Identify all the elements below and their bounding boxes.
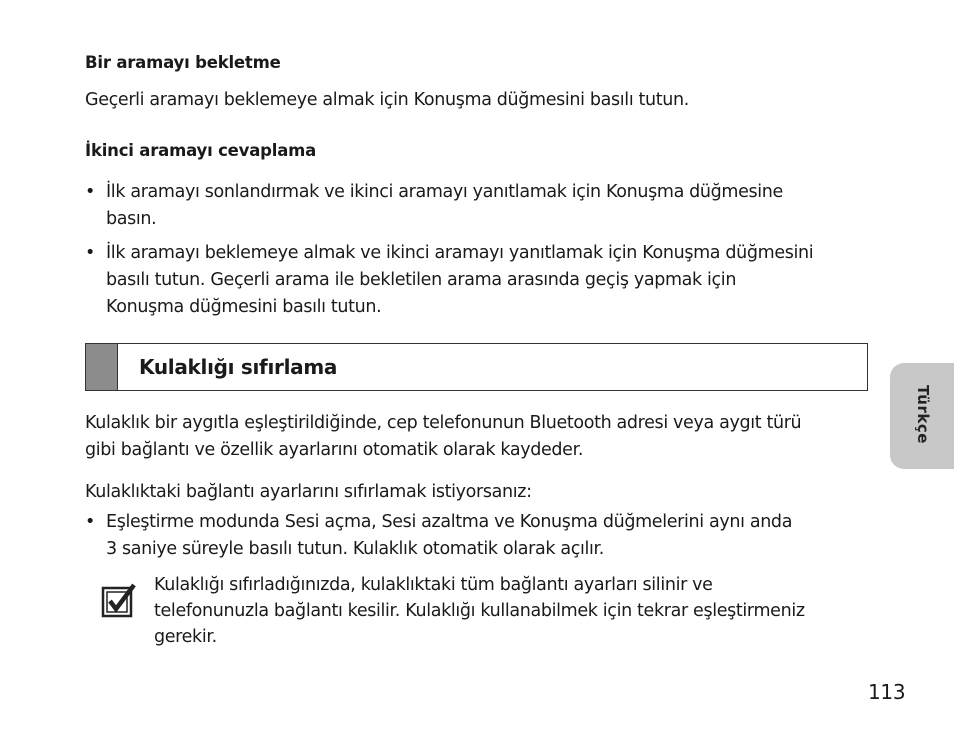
reset-intro [85,410,801,464]
section-header-block [86,344,118,390]
text-line: Kulaklık bir aygıtla eşleştirildiğinde, cep telefonunun Bluetooth adresi veya aygıt türü [85,413,802,433]
text-line: İlk aramayı beklemeye almak ve ikinci aramayı yanıtlamak için Konuşma düğmesini [106,243,814,263]
text-line: basılı tutun. Geçerli arama ile bekletilen arama arasında geçiş yapmak için [106,270,737,290]
page-number: 113 [868,680,906,704]
bullet-text [106,509,792,563]
section-header [85,343,868,391]
note-text [154,572,805,650]
text-line: gerekir. [154,627,217,647]
hold-call-text: Geçerli aramayı beklemeye almak için Konuşma düğmesini basılı tutun. [85,90,690,110]
reset-lead: Kulaklıktaki bağlantı ayarlarını sıfırlamak istiyorsanız: [85,482,532,502]
bullet-text [106,179,783,233]
bullet-text [106,240,813,321]
text-line: İlk aramayı sonlandırmak ve ikinci aramayı yanıtlamak için Konuşma düğmesine [106,182,783,202]
hold-call-heading: Bir aramayı bekletme [85,53,281,72]
text-line: 3 saniye süreyle basılı tutun. Kulaklık otomatik olarak açılır. [106,539,604,559]
checkbox-note-icon [101,583,137,619]
text-line: telefonunuzla bağlantı kesilir. Kulaklığı kullanabilmek için tekrar eşleştirmeniz [154,601,805,621]
text-line: Eşleştirme modunda Sesi açma, Sesi azaltma ve Konuşma düğmelerini aynı anda [106,512,793,532]
second-call-heading: İkinci aramayı cevaplama [85,141,317,160]
bullet-dot: • [85,243,95,263]
text-line: Konuşma düğmesini basılı tutun. [106,297,382,317]
language-side-tab [890,363,954,469]
text-line: gibi bağlantı ve özellik ayarlarını otomatik olarak kaydeder. [85,440,584,460]
section-title: Kulaklığı sıfırlama [139,355,338,379]
language-label: Türkçe [914,385,932,444]
bullet-dot: • [85,512,95,532]
text-line: basın. [106,209,157,229]
text-line: Kulaklığı sıfırladığınızda, kulaklıktaki tüm bağlantı ayarları silinir ve [154,575,713,595]
bullet-dot: • [85,182,95,202]
